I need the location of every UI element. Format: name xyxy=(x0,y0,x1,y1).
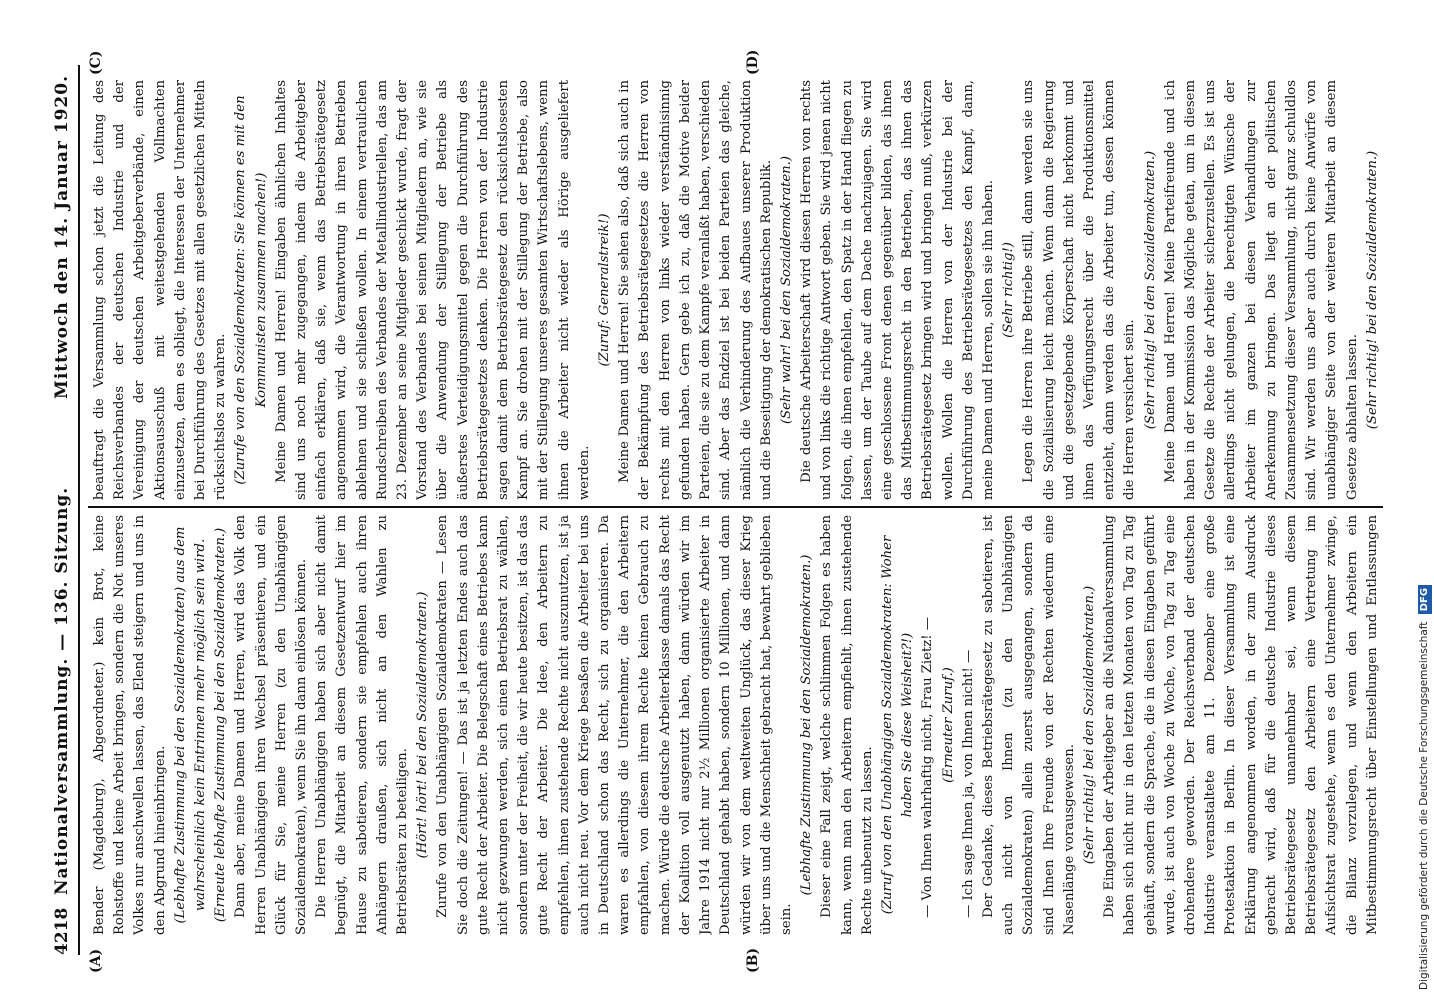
paragraph: Die Herren Unabhängigen haben sich aber nicht damit begnügt, die Mitarbeit an diesem Gesetzentwurf hier im Hause zu sabotieren, sondern sie empfehlen auch ihren Anhängern draußen, sich nicht an den Wahlen zu Betriebsräten zu beteiligen. xyxy=(314,515,411,935)
paragraph: — Ich sage Ihnen ja, von Ihnen nicht! — xyxy=(960,649,976,918)
margin-mark-a: (A) xyxy=(88,948,104,973)
paragraph: Dann aber, meine Damen und Herren, wird das Volk den Herren Unabhängigen ihren Wechsel präsentieren, und ein Glück für Sie, meine Herren (zu den Unabhängigen Sozialdemokraten), wenn Sie ihn dann einlösen können. xyxy=(233,515,310,935)
column-divider xyxy=(88,506,1383,508)
paragraph: beauftragt die Versammlung schon jetzt die Leitung des Reichsverbandes der deutschen Industrie und der Vereinigung der deutschen Arbeitgeberverbände, einen Aktionsausschuß mit weitestgehenden Vollmachten einzusetzen, dem es obliegt, die Interessen der Unternehmer bei Durchführung des Gesetzes mit allen gesetzlichen Mitteln rücksichtslos zu wahren. xyxy=(92,80,229,500)
dfg-watermark xyxy=(1410,10,1430,990)
interjection: (Sehr richtig! bei den Sozialdemokraten.) xyxy=(1364,150,1380,430)
paragraph: Die Eingaben der Arbeitgeber an die Nationalversammlung haben sich nicht nur in den letzten Monaten von Tag zu Tag gehäuft, sondern die Sprache, die in diesen Eingaben geführt wurde, ist auch von Woche zu Woche, von Tag zu Tag eine drohendere geworden. Der Reichsverband der deutschen Industrie veranstaltete am 11. Dezember eine große Protestaktion in Berlin. In dieser Versammlung ist eine Erklärung angenommen worden, in der zum Ausdruck gebracht wird, daß für die deutsche Industrie dieses Betriebsrätegesetz unannehmbar sei, wenn diesem Betriebsrätegesetz den Arbeitern eine Vertretung im Aufsichtsrat zugestehe, wenn es den Unternehmer zwinge, die Bilanz vorzulegen, und wenn den Arbeitern ein Mitbestimmungsrecht über Einstellungen und Entlassungen xyxy=(1102,515,1380,935)
paragraph: Die deutsche Arbeiterschaft wird diesen Herren von rechts und von links die richtige Antwort geben. Sie wird jenen nicht folgen, die ihnen empfehlen, den Spatz in der Hand fliegen zu lassen, um der Taube auf dem Dache nachzujagen. Sie wird eine geschlossene Front denen gegenüber bilden, das ihnen das Mitbestimmungsrecht in den Betrieben, das ihnen das Betriebsrätegesetz bringen wird und bringen muß, verkürzen wollen. Wollen die Herren von der Industrie bei der Durchführung des Betriebsrätegesetzes den Kampf, dann, meine Damen und Herren, sollen sie ihn haben. xyxy=(799,80,996,500)
paragraph: Zurufe von den Unabhängigen Sozialdemokraten — Lesen Sie doch die Zeitungen! — Das ist ja letzten Endes auch das gute Recht der Arbeiter. Die Belegschaft eines Betriebes kann nicht gezwungen werden, sich einen Betriebsrat zu wählen, sondern unter der Freiheit, die wir heute besitzen, ist das das gute Recht der Arbeiter. Die Idee, den Arbeitern zu empfehlen, ihnen zustehende Rechte nicht auszunutzen, ist ja auch nicht neu. Vor dem Kriege besaßen die Arbeiter bei uns in Deutschland schon das Recht, sich zu organisieren. Da waren es allerdings die Unternehmer, die den Arbeitern empfahlen, von diesem ihrem Rechte keinen Gebrauch zu machen. Würde die deutsche Arbeiterklasse damals das Recht der Koalition voll ausgenutzt haben, dann würden wir im Jahre 1914 nicht nur 2½ Millionen organisierte Arbeiter in Deutschland gehabt haben, sondern 10 Millionen, und dann würden wir von dem weltweiten Unglück, das dieser Krieg über uns und die Menschheit gebracht hat, bewahrt geblieben sein. xyxy=(435,515,794,935)
paragraph: Meine Damen und Herren! Meine Parteifreunde und ich haben in der Kommission das Mögliche getan, um in diesem Gesetze die Rechte der Arbeiter sicherzustellen. Es ist uns allerdings nicht gelungen, die berechtigten Wünsche der Arbeiter im ganzen bei diesen Verhandlungen zur Anerkennung zu bringen. Das liegt an der politischen Zusammensetzung dieser Versammlung, nicht ganz schuldlos sind. Wir werden uns aber auch durch keine Anwürfe von unabhängiger Seite von der weiteren Mitarbeit an diesem Gesetze abhalten lassen. xyxy=(1162,80,1360,500)
interjection: (Sehr richtig! bei den Sozialdemokraten.) xyxy=(1081,585,1097,865)
margin-mark-b: (B) xyxy=(745,947,761,973)
scanned-page xyxy=(40,45,1400,975)
watermark-text: Digitalisierung gefördert durch die Deutsche Forschungsgemeinschaft xyxy=(1418,621,1430,990)
interjection: (Zuruf von den Unabhängigen Sozialdemokraten: Woher haben Sie diese Weisheit?!) xyxy=(879,535,916,915)
left-column xyxy=(90,515,1380,935)
margin-mark-d: (D) xyxy=(745,49,761,75)
paragraph: Meine Damen und Herren! Eingaben ähnlichen Inhaltes sind uns noch mehr zugegangen, indem die Arbeitgeber einfach erklären, daß sie, wenn das Betriebsrätegesetz angenommen wird, die Verantwortung in ihren Betrieben ablehnen und sie schließen wollen. In einem vertraulichen Rundschreiben des Verbandes der Metallindustriellen, das am 23. Dezember an seine Mitglieder geschickt wurde, fragt der Vorstand des Verbandes bei seinen Mitgliedern an, wie sie über die Anwendung der Stillegung der Betriebe als äußerstes Verteidigungsmittel gegen die Durchführung des Betriebsrätegesetzes denken. Die Herren von der Industrie sagen damit dem Betriebsrätegesetz den rücksichtslosesten Kampf an. Sie drohen mit der Stillegung der Betriebe, also mit der Stillegung unseres gesamten Wirtschaftslebens, wenn ihnen die Arbeiter nicht wieder als Hörige ausgeliefert werden. xyxy=(273,80,592,500)
paragraph: Legen die Herren ihre Betriebe still, dann werden sie uns die Sozialisierung leicht machen. Wenn dann die Regierung und die gesetzgebende Körperschaft nicht herkommt und ihnen das Verfügungsrecht über die Produktionsmittel entzieht, dann werden das die Arbeiter tun, dessen können die Herren versichert sein. xyxy=(1021,80,1138,500)
interjection: (Zuruf: Generalstreik!) xyxy=(597,213,613,367)
right-column xyxy=(90,80,1380,500)
interjection: (Lebhafte Zustimmung bei den Sozialdemokraten.) xyxy=(799,554,815,896)
paragraph: Der Gedanke, dieses Betriebsrätegesetz zu sabotieren, ist auch nicht von Ihnen (zu den Unabhängigen Sozialdemokraten) allein zuerst ausgegangen, sondern da sind Ihnen Ihre Freunde von der Rechten wiederum eine Nasenlänge vorausgewesen. xyxy=(980,515,1077,935)
interjection: (Erneute lebhafte Zustimmung bei den Sozialdemokraten.) xyxy=(213,527,229,923)
interjection: (Zurufe von den Sozialdemokraten: Sie können es mit den Kommunisten zusammen machen!) xyxy=(233,95,269,485)
paragraph: Bender (Magdeburg), Abgeordneter.) kein Brot, keine Rohstoffe und keine Arbeit bringen, sondern die Not unseres Volkes nur anschwellen lassen, das Elend steigern und uns in den Abgrund hineinbringen. xyxy=(92,515,168,935)
paragraph: Dieser eine Fall zeigt, welche schlimmen Folgen es haben kann, wenn man den Arbeitern empfiehlt, ihnen zustehende Rechte unbenutzt zu lassen. xyxy=(819,515,875,935)
paragraph: — Von Ihnen wahrhaftig nicht, Frau Zietz! — xyxy=(920,617,936,918)
paragraph: Meine Damen und Herren! Sie sehen also, daß sich auch in der Bekämpfung des Betriebsrätegesetzes die Herren von rechts mit den Herren von links wieder verständnisinnig gefunden haben. Gern gebe ich zu, daß die Motive beider Parteien, die sie zu dem Kampfe veranlaßt haben, verschieden sind. Aber das Endziel ist bei beiden Parteien das gleiche, nämlich die Verhinderung des Aufbaues unserer Produktion und die Beseitigung der demokratischen Republik. xyxy=(617,80,774,500)
interjection: (Erneuter Zuruf.) xyxy=(940,667,956,783)
margin-mark-c: (C) xyxy=(88,50,104,75)
interjection: (Lebhafte Zustimmung bei den Sozialdemokraten) aus dem wahrscheinlich kein Entrinnen mehr möglich sein wird. xyxy=(172,526,209,924)
running-head xyxy=(48,65,80,955)
page-number: 4218 xyxy=(52,907,72,955)
interjection: (Sehr richtig!) xyxy=(1001,242,1017,338)
interjection: (Sehr richtig! bei den Sozialdemokraten.) xyxy=(1142,150,1158,430)
header-left: Nationalversammlung. — 136. Sitzung. xyxy=(52,486,72,895)
dfg-logo: DFG xyxy=(1418,585,1432,614)
header-right: Mittwoch den 14. Januar 1920. xyxy=(52,75,72,399)
interjection: (Sehr wahr! bei den Sozialdemokraten.) xyxy=(778,156,794,424)
interjection: (Hört! hört! bei den Sozialdemokraten.) xyxy=(415,591,431,859)
